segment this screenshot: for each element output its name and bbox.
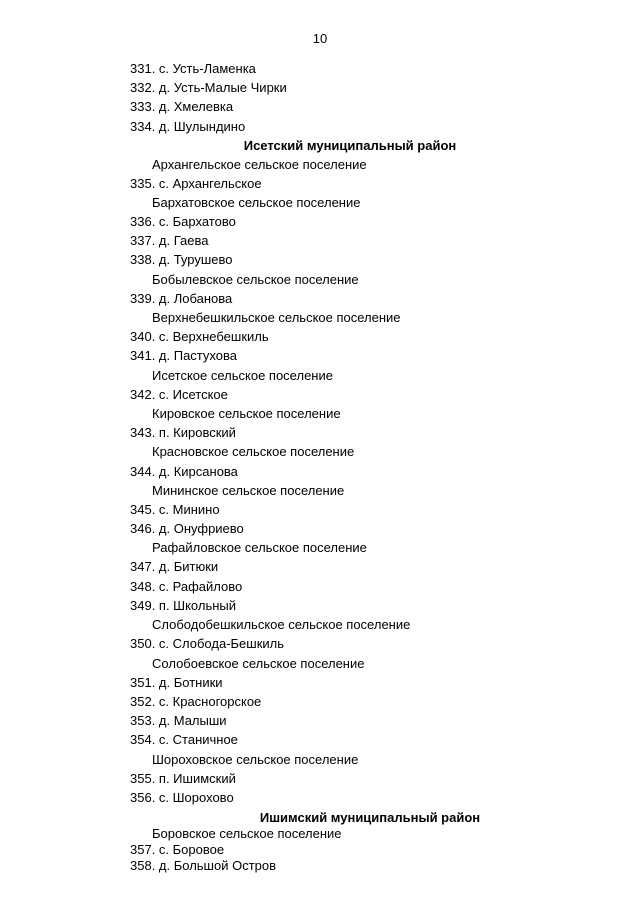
settlement-heading: Бобылевское сельское поселение bbox=[152, 272, 359, 287]
settlement-heading: Исетское сельское поселение bbox=[152, 368, 333, 383]
list-entry: 347. д. Битюки bbox=[130, 559, 219, 574]
district-heading: Исетский муниципальный район bbox=[243, 138, 457, 153]
settlement-heading: Архангельское сельское поселение bbox=[152, 157, 367, 172]
list-entry: 349. п. Школьный bbox=[130, 598, 237, 613]
list-entry: 352. с. Красногорское bbox=[130, 694, 262, 709]
list-entry: 331. с. Усть-Ламенка bbox=[130, 61, 256, 76]
settlement-heading: Мининское сельское поселение bbox=[152, 483, 345, 498]
list-entry: 338. д. Турушево bbox=[130, 252, 233, 267]
list-entry: 344. д. Кирсанова bbox=[130, 464, 238, 479]
settlement-heading: Кировское сельское поселение bbox=[152, 406, 341, 421]
list-entry: 351. д. Ботники bbox=[130, 675, 223, 690]
settlement-heading: Солобоевское сельское поселение bbox=[152, 656, 365, 671]
list-entry: 343. п. Кировский bbox=[130, 425, 236, 440]
list-entry: 357. с. Боровое bbox=[130, 842, 225, 857]
list-entry: 339. д. Лобанова bbox=[130, 291, 233, 306]
district-heading: Ишимский муниципальный район bbox=[259, 810, 481, 825]
list-entry: 348. с. Рафайлово bbox=[130, 579, 243, 594]
list-entry: 356. с. Шорохово bbox=[130, 790, 234, 805]
settlement-heading: Верхнебешкильское сельское поселение bbox=[152, 310, 401, 325]
page-number: 10 bbox=[312, 31, 328, 46]
list-entry: 333. д. Хмелевка bbox=[130, 99, 234, 114]
list-entry: 335. с. Архангельское bbox=[130, 176, 262, 191]
list-entry: 350. с. Слобода-Бешкиль bbox=[130, 636, 285, 651]
settlement-heading: Рафайловское сельское поселение bbox=[152, 540, 367, 555]
settlement-heading: Слободобешкильское сельское поселение bbox=[152, 617, 411, 632]
settlement-heading: Красновское сельское поселение bbox=[152, 444, 355, 459]
settlement-heading: Шороховское сельское поселение bbox=[152, 752, 359, 767]
list-entry: 337. д. Гаева bbox=[130, 233, 209, 248]
settlement-heading: Боровское сельское поселение bbox=[152, 826, 342, 841]
list-entry: 332. д. Усть-Малые Чирки bbox=[130, 80, 287, 95]
list-entry: 346. д. Онуфриево bbox=[130, 521, 244, 536]
list-entry: 336. с. Бархатово bbox=[130, 214, 236, 229]
list-entry: 340. с. Верхнебешкиль bbox=[130, 329, 269, 344]
list-entry: 354. с. Станичное bbox=[130, 732, 238, 747]
list-entry: 353. д. Малыши bbox=[130, 713, 227, 728]
list-entry: 358. д. Большой Остров bbox=[130, 858, 277, 873]
list-entry: 345. с. Минино bbox=[130, 502, 220, 517]
list-entry: 342. с. Исетское bbox=[130, 387, 228, 402]
list-entry: 355. п. Ишимский bbox=[130, 771, 236, 786]
list-entry: 334. д. Шулындино bbox=[130, 119, 246, 134]
list-entry: 341. д. Пастухова bbox=[130, 348, 237, 363]
settlement-heading: Бархатовское сельское поселение bbox=[152, 195, 361, 210]
